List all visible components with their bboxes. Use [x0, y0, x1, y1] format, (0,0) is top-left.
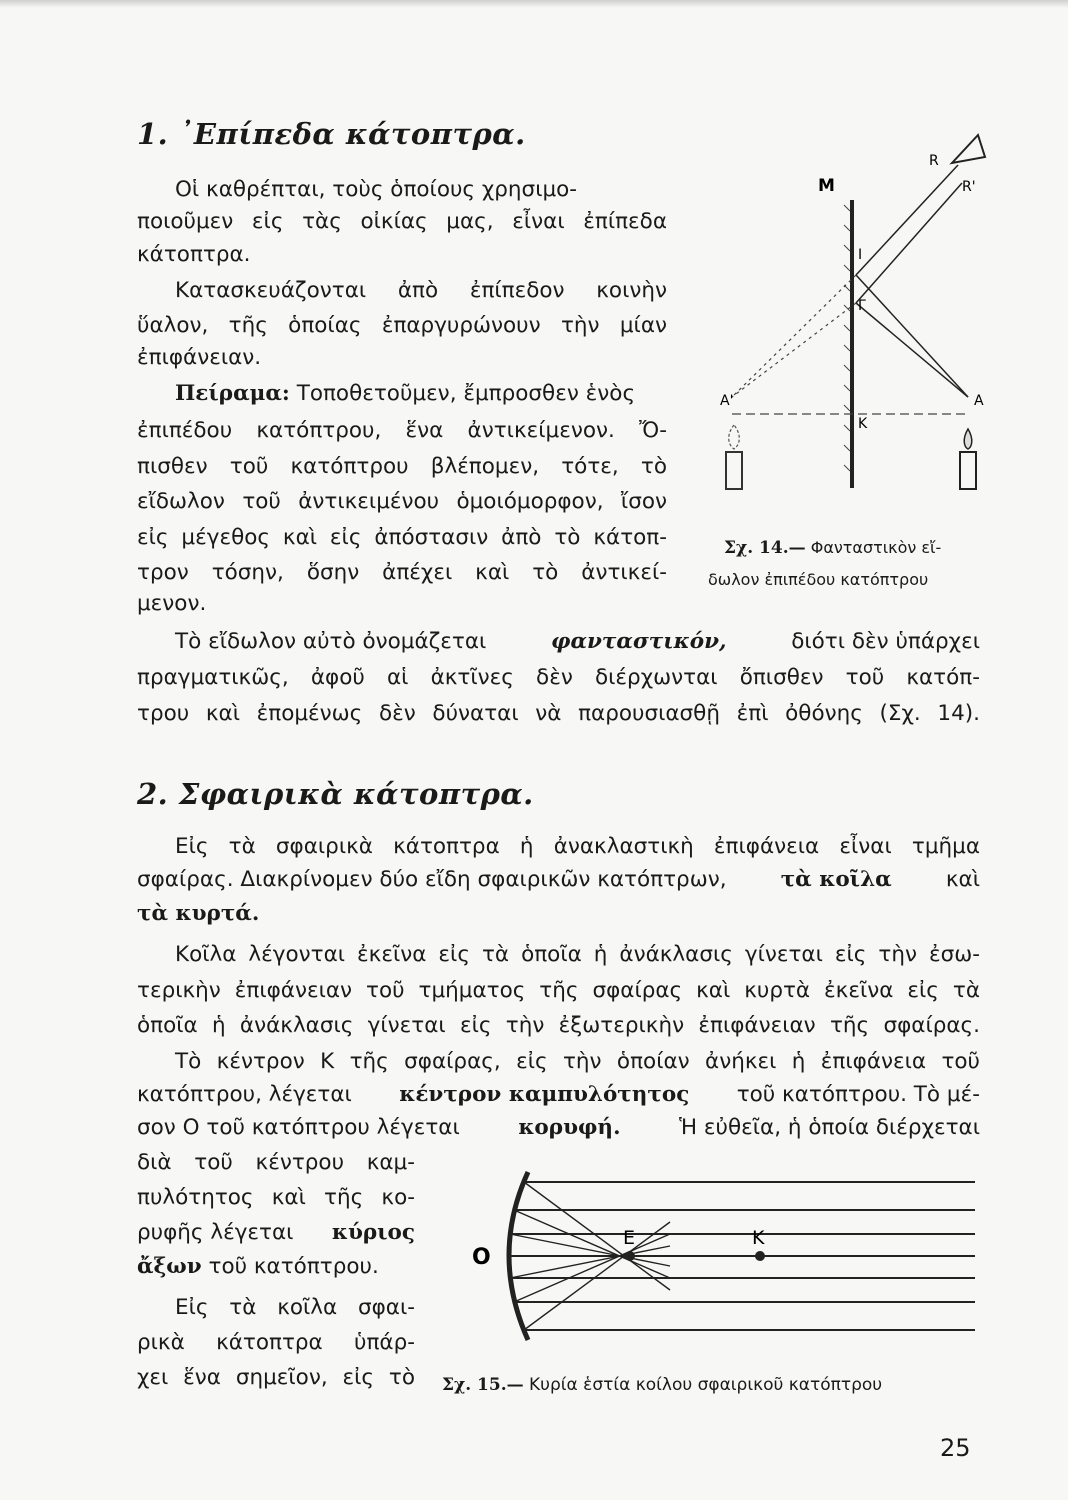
- mirror-hatching: [844, 205, 850, 471]
- text-span: σφαίρας. Διακρίνομεν δύο εἴδη σφαιρικῶν κατόπτρων,: [137, 867, 727, 892]
- label-G: Γ: [858, 298, 866, 314]
- text-line: Κατασκευάζονται ἀπὸ ἐπίπεδον κοινὴν: [175, 278, 667, 303]
- text-span: καὶ: [945, 867, 980, 892]
- text-span: Ἡ εὐθεῖα, ἡ ὁποία διέρχεται: [679, 1115, 980, 1140]
- mirror-line: [850, 200, 854, 488]
- center-point-K: [755, 1251, 765, 1261]
- text-line: διὰ τοῦ κέντρου καμ-: [137, 1150, 415, 1175]
- ray-incident-G: [856, 303, 968, 397]
- eye-icon: [952, 135, 985, 163]
- text-line: τερικὴν ἐπιφάνειαν τοῦ τμήματος τῆς σφαίρας καὶ κυρτὰ ἐκεῖνα εἰς τὰ: [137, 978, 980, 1003]
- text-span: τοῦ κατόπτρου. Τὸ μέ-: [736, 1082, 980, 1107]
- figure-15-caption: [442, 1375, 882, 1395]
- caption-text: Κυρία ἑστία κοίλου σφαιρικοῦ κατόπτρου: [529, 1375, 883, 1395]
- figure-14-plane-mirror: [700, 125, 1000, 500]
- text-line: μενον.: [137, 591, 207, 616]
- label-R-prime: R': [962, 179, 976, 195]
- text-line: εἰς μέγεθος καὶ εἰς ἀπόστασιν ἀπὸ τὸ κάτοπ-: [137, 525, 667, 550]
- text-span: Τὸ εἴδωλον αὐτὸ ὀνομάζεται: [175, 629, 487, 654]
- caption-number: Σχ. 15.—: [442, 1375, 524, 1395]
- flame-real-icon: [964, 429, 972, 449]
- caption-text: Φανταστικὸν εἴ-: [810, 538, 942, 557]
- caption-number: Σχ. 14.—: [724, 538, 806, 558]
- ray-virtual-2: [732, 303, 856, 397]
- figure-14-caption: [724, 538, 941, 558]
- text-line: τρον τόσην, ὅσην ἀπέχει καὶ τὸ ἀντικεί-: [137, 560, 667, 585]
- text-span: σον Ο τοῦ κατόπτρου λέγεται: [137, 1115, 460, 1140]
- figure-14-caption-line-2: δωλον ἐπιπέδου κατόπτρου: [708, 570, 929, 589]
- label-M: M: [818, 176, 835, 196]
- incident-rays: [509, 1182, 975, 1330]
- label-E: E: [623, 1227, 636, 1249]
- text-line: χει ἕνα σημεῖον, εἰς τὸ: [137, 1365, 415, 1390]
- figure-15-concave-mirror: [470, 1160, 980, 1360]
- text-line: [137, 1114, 980, 1141]
- text-line: Τὸ κέντρον Κ τῆς σφαίρας, εἰς τὴν ὁποίαν ἀνήκει ἡ ἐπιφάνεια τοῦ: [175, 1049, 980, 1074]
- page-number: 25: [940, 1434, 971, 1462]
- label-K: K: [858, 416, 868, 432]
- ray-reflected-R-prime: [856, 183, 962, 303]
- section-1-heading: 1. ᾽Επίπεδα κάτοπτρα.: [137, 117, 526, 151]
- text-line: ρικὰ κάτοπτρα ὑπάρ-: [137, 1330, 415, 1355]
- flame-virtual-icon: [729, 425, 740, 449]
- text-line: [137, 1219, 415, 1246]
- label-R: R: [929, 153, 939, 169]
- text-line: εἴδωλον τοῦ ἀντικειμένου ὁμοιόμορφον, ἴσον: [137, 489, 667, 514]
- text-line: τρου καὶ ἐπομένως δὲν δύναται νὰ παρουσιασθῇ ἐπὶ ὀθόνης (Σχ. 14).: [137, 701, 980, 726]
- text-span: ρυφῆς λέγεται: [137, 1220, 294, 1245]
- candle-real-icon: [960, 452, 976, 489]
- focus-point-E: [625, 1251, 635, 1261]
- term-vertex: κορυφή.: [518, 1115, 621, 1140]
- text-line: πυλότητος καὶ τῆς κο-: [137, 1185, 415, 1210]
- term-center-of-curvature: κέντρον καμπυλότητος: [399, 1082, 690, 1107]
- text-line: πραγματικῶς, ἀφοῦ αἱ ἀκτῖνες δὲν διέρχωνται ὄπισθεν τοῦ κατόπ-: [137, 665, 980, 690]
- text-line: πισθεν τοῦ κατόπτρου βλέπομεν, τότε, τὸ: [137, 454, 667, 479]
- text-line: [137, 866, 980, 893]
- candle-virtual-icon: [726, 452, 742, 489]
- text-span: διότι δὲν ὑπάρχει: [791, 629, 980, 654]
- section-2-heading: 2. Σφαιρικὰ κάτοπτρα.: [137, 777, 534, 811]
- text-line: ἐπιπέδου κατόπτρου, ἕνα ἀντικείμενον. Ὄ-: [137, 418, 667, 443]
- label-I: I: [858, 247, 863, 263]
- text-line: [137, 1081, 980, 1108]
- scan-top-edge: [0, 0, 1068, 8]
- ray-virtual-1: [732, 275, 856, 397]
- label-A: A: [974, 393, 984, 409]
- text-line: ὕαλον, τῆς ὁποίας ἐπαργυρώνουν τὴν μίαν: [137, 313, 667, 338]
- text-line: Κοῖλα λέγονται ἐκεῖνα εἰς τὰ ὁποῖα ἡ ἀνάκλασις γίνεται εἰς τὴν ἐσω-: [175, 942, 980, 967]
- term-principal: κύριος: [331, 1220, 415, 1245]
- term-virtual: φανταστικόν,: [551, 629, 727, 654]
- text-line: Εἰς τὰ κοῖλα σφαι-: [175, 1295, 415, 1320]
- experiment-text: Τοποθετοῦμεν, ἔμπροσθεν ἑνὸς: [296, 381, 636, 406]
- text-span: κατόπτρου, λέγεται: [137, 1082, 352, 1107]
- label-O: O: [472, 1245, 491, 1270]
- text-line: Οἱ καθρέπται, τοὺς ὁποίους χρησιμο-: [175, 177, 578, 202]
- virtual-image-line: [175, 628, 980, 655]
- text-line: κάτοπτρα.: [137, 242, 251, 267]
- label-K: K: [752, 1227, 765, 1249]
- text-line: ὁποῖα ἡ ἀνάκλασις γίνεται εἰς τὴν ἐξωτερικὴν ἐπιφάνειαν τῆς σφαίρας.: [137, 1013, 980, 1038]
- text-line: Εἰς τὰ σφαιρικὰ κάτοπτρα ἡ ἀνακλαστικὴ ἐπιφάνεια εἶναι τμῆμα: [175, 834, 980, 859]
- term-concave: τὰ κοῖλα: [780, 867, 892, 892]
- term-axis: ἄξων: [137, 1254, 202, 1279]
- text-line: ποιοῦμεν εἰς τὰς οἰκίας μας, εἶναι ἐπίπεδα: [137, 209, 667, 234]
- ray-reflected-R: [856, 165, 958, 275]
- experiment-line: [175, 380, 635, 407]
- term-convex: τὰ κυρτά.: [137, 901, 260, 926]
- label-A-prime: A': [720, 393, 734, 409]
- text-line: ἐπιφάνειαν.: [137, 345, 262, 370]
- text-line: [137, 1253, 379, 1280]
- ray-incident-I: [856, 275, 968, 397]
- text-span: τοῦ κατόπτρου.: [208, 1254, 379, 1279]
- experiment-label: Πείραμα:: [175, 381, 290, 406]
